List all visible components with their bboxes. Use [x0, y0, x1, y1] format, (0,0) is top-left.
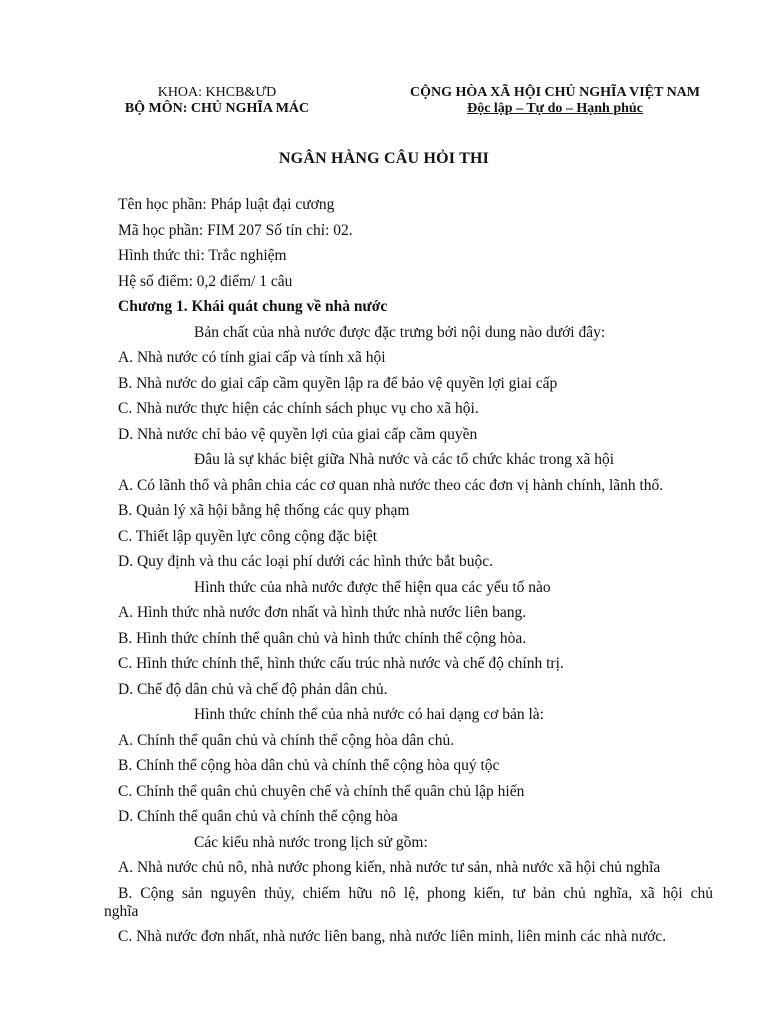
question-3-option-d: D. Chế độ dân chủ và chế độ phản dân chủ. [118, 680, 388, 698]
question-5-option-a: A. Nhà nước chủ nô, nhà nước phong kiến, nhà nước tư sản, nhà nước xã hội chủ nghĩa [118, 859, 661, 876]
question-2-option-d: D. Quy định và thu các loại phí dưới các hình thức bắt buộc. [118, 553, 493, 570]
question-3-option-a: A. Hình thức nhà nước đơn nhất và hình thức nhà nước liên bang. [118, 604, 527, 621]
exam-format: Hình thức thi: Trắc nghiệm [118, 247, 287, 264]
question-1-option-b: B. Nhà nước do giai cấp cầm quyền lập ra để bảo vệ quyền lợi giai cấp [118, 374, 558, 392]
question-4-option-c: C. Chính thể quân chủ chuyên chế và chính thể quân chủ lập hiến [118, 782, 525, 800]
faculty-name: KHOA: KHCB&ƯD [157, 85, 277, 100]
question-5-option-b-continued: nghĩa [104, 902, 139, 920]
question-2: Đâu là sự khác biệt giữa Nhà nước và các tổ chức khác trong xã hội [194, 451, 615, 468]
page-title: NGÂN HÀNG CÂU HỎI THI [278, 150, 490, 167]
question-2-option-a: A. Có lãnh thổ và phân chia các cơ quan nhà nước theo các đơn vị hành chính, lãnh thổ. [118, 476, 664, 494]
question-1: Bản chất của nhà nước được đặc trưng bởi nội dung nào dưới đây: [194, 323, 606, 341]
question-5-option-b: B. Cộng sản nguyên thủy, chiếm hữu nô lệ, phong kiến, tư bản chủ nghĩa, xã hội chủ [118, 884, 713, 902]
question-3: Hình thức của nhà nước được thể hiện qua các yếu tố nào [194, 578, 551, 596]
question-4: Hình thức chính thể của nhà nước có hai dạng cơ bản là: [194, 706, 544, 723]
question-3-option-b: B. Hình thức chính thể quân chủ và hình thức chính thể cộng hòa. [118, 629, 527, 647]
question-4-option-a: A. Chính thể quân chủ và chính thể cộng hòa dân chủ. [118, 731, 455, 749]
header-left [112, 85, 322, 117]
question-5-option-c: C. Nhà nước đơn nhất, nhà nước liên bang, nhà nước liên minh, liên minh các nhà nước. [118, 927, 667, 945]
department-name: BỘ MÔN: CHỦ NGHĨA MÁC [124, 101, 310, 116]
question-2-option-b: B. Quản lý xã hội bằng hệ thống các quy phạm [118, 502, 410, 519]
question-2-option-c: C. Thiết lập quyền lực công cộng đặc biệt [118, 527, 378, 545]
question-4-option-b: B. Chính thể cộng hòa dân chủ và chính thể cộng hòa quý tộc [118, 757, 500, 774]
question-4-option-d: D. Chính thể quân chủ và chính thể cộng hòa [118, 808, 398, 825]
question-1-option-d: D. Nhà nước chỉ bảo vệ quyền lợi của giai cấp cầm quyền [118, 425, 478, 443]
national-motto: Độc lập – Tự do – Hạnh phúc [467, 101, 643, 116]
question-5: Các kiểu nhà nước trong lịch sử gồm: [194, 833, 428, 851]
question-1-option-a: A. Nhà nước có tính giai cấp và tính xã hội [118, 349, 386, 366]
header-right [385, 85, 725, 117]
document-header [0, 85, 768, 125]
question-1-option-c: C. Nhà nước thực hiện các chính sách phục vụ cho xã hội. [118, 400, 479, 417]
course-name: Tên học phần: Pháp luật đại cương [118, 196, 335, 213]
national-title: CỘNG HÒA XÃ HỘI CHỦ NGHĨA VIỆT NAM [409, 85, 700, 100]
document-body [104, 192, 713, 949]
course-code: Mã học phần: FIM 207 Số tín chỉ: 02. [118, 221, 353, 239]
score-coefficient: Hệ số điểm: 0,2 điểm/ 1 câu [118, 272, 293, 290]
chapter-heading: Chương 1. Khái quát chung về nhà nước [118, 298, 388, 315]
question-3-option-c: C. Hình thức chính thể, hình thức cấu trúc nhà nước và chế độ chính trị. [118, 655, 564, 672]
